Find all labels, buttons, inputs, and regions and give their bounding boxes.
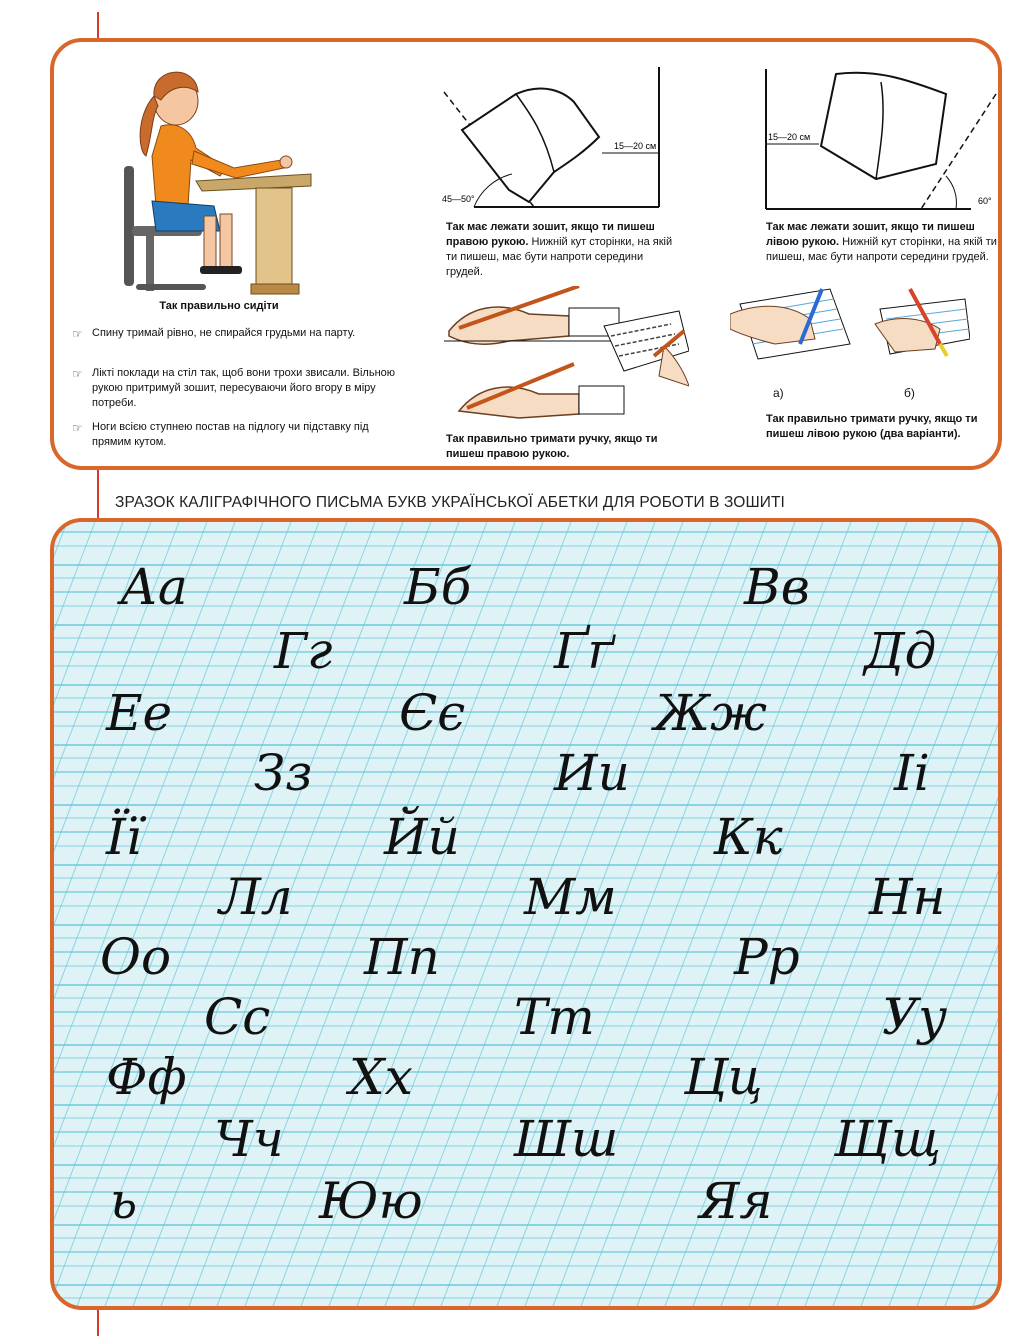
margin-line-middle	[97, 470, 99, 520]
tip-back	[72, 326, 402, 341]
letter-pair: Юю	[319, 1172, 423, 1230]
tip-text: Лікті поклади на стіл так, щоб вони трохи звисали. Вільною рукою притримуй зошит, пересуваючи його вгору в міру потреби.	[92, 367, 396, 409]
letter-pair: Нн	[869, 868, 946, 926]
variant-a-label: а)	[773, 386, 784, 400]
letter-pair: Чч	[214, 1110, 284, 1168]
right-hand-hold-caption: Так правильно тримати ручку, якщо ти пишеш правою рукою.	[446, 433, 658, 460]
letter-pair: Шш	[514, 1110, 619, 1168]
tip-feet	[72, 420, 402, 450]
right-hand-notebook-diagram	[434, 62, 684, 212]
tip-elbows	[72, 366, 402, 411]
letter-pair: Сс	[204, 988, 271, 1046]
pointing-hand-icon: ☞	[72, 367, 83, 381]
left-hand-pen-illustration	[730, 284, 970, 394]
letter-pair: Жж	[654, 684, 768, 742]
letter-pair: Іі	[894, 744, 930, 802]
section-title: ЗРАЗОК КАЛІГРАФІЧНОГО ПИСЬМА БУКВ УКРАЇНСЬКОЇ АБЕТКИ ДЛЯ РОБОТИ В ЗОШИТІ	[115, 494, 785, 511]
caption-bold: Так має лежати зошит, якщо ти пишеш правою рукою.	[446, 221, 655, 248]
letter-pair: Кк	[714, 808, 783, 866]
letter-pair: Фф	[106, 1048, 187, 1106]
letter-pair: Зз	[254, 744, 313, 802]
letter-pair: Уу	[882, 988, 948, 1046]
right-hand-caption	[446, 220, 676, 280]
letter-pair: Лл	[219, 868, 293, 926]
letter-pair: Дд	[864, 622, 937, 680]
ruling-line	[998, 522, 1002, 1310]
calligraphy-sample-panel	[50, 518, 1002, 1310]
letter-pair: Мм	[524, 868, 617, 926]
letter-pair: Оо	[100, 928, 172, 986]
margin-line-top	[97, 12, 99, 40]
distance-label: 15—20 см	[768, 132, 811, 142]
angle-label: 45—50°	[442, 194, 475, 204]
letter-pair: Рр	[734, 928, 800, 986]
caption-rest: Нижній кут сторінки, на якій ти пишеш, має бути напроти середини грудей.	[766, 236, 997, 263]
left-hand-hold-caption: Так правильно тримати ручку, якщо ти пишеш лівою рукою (два варіанти).	[766, 413, 978, 440]
sitting-title: Так правильно сидіти	[159, 300, 279, 312]
pointing-hand-icon: ☞	[72, 327, 83, 341]
letter-pair: Цц	[684, 1048, 763, 1106]
letter-pair: Тт	[514, 988, 595, 1046]
letter-pair: Хх	[349, 1048, 413, 1106]
letter-pair: Ии	[554, 744, 630, 802]
letter-pair: Бб	[404, 558, 472, 616]
caption-bold: Так має лежати зошит, якщо ти пишеш лівою рукою.	[766, 221, 975, 248]
letter-pair: Вв	[744, 558, 810, 616]
sitting-child-illustration	[116, 56, 316, 306]
letter-pair: Пп	[364, 928, 440, 986]
tip-text: Спину тримай рівно, не спирайся грудьми на парту.	[92, 327, 356, 339]
margin-line-bottom	[97, 1308, 99, 1336]
left-hand-caption	[766, 220, 998, 265]
pointing-hand-icon: ☞	[72, 421, 83, 435]
tip-text: Ноги всією ступнею постав на підлогу чи підставку під прямим кутом.	[92, 421, 369, 448]
right-hand-pen-illustration	[439, 286, 689, 421]
letter-pair: Яя	[699, 1172, 773, 1230]
letter-pair: Її	[106, 808, 142, 866]
letter-pair: Щщ	[834, 1110, 942, 1168]
left-hand-notebook-diagram	[756, 64, 1006, 214]
letter-pair: Єє	[399, 684, 466, 742]
letter-pair: Аа	[120, 558, 188, 616]
instructions-panel	[50, 38, 1002, 470]
letter-pair: Ее	[106, 684, 173, 742]
caption-rest: Нижній кут сторінки, на якій ти пишеш, має бути напроти середини грудей.	[446, 236, 673, 278]
letter-pair: ь	[110, 1172, 138, 1230]
letter-pair: Гг	[274, 622, 333, 680]
angle-label: 60°	[978, 196, 992, 206]
letter-pair: Йй	[384, 808, 460, 866]
variant-b-label: б)	[904, 386, 915, 400]
letter-pair: Ґґ	[554, 622, 615, 680]
distance-label: 15—20 см	[614, 141, 657, 151]
